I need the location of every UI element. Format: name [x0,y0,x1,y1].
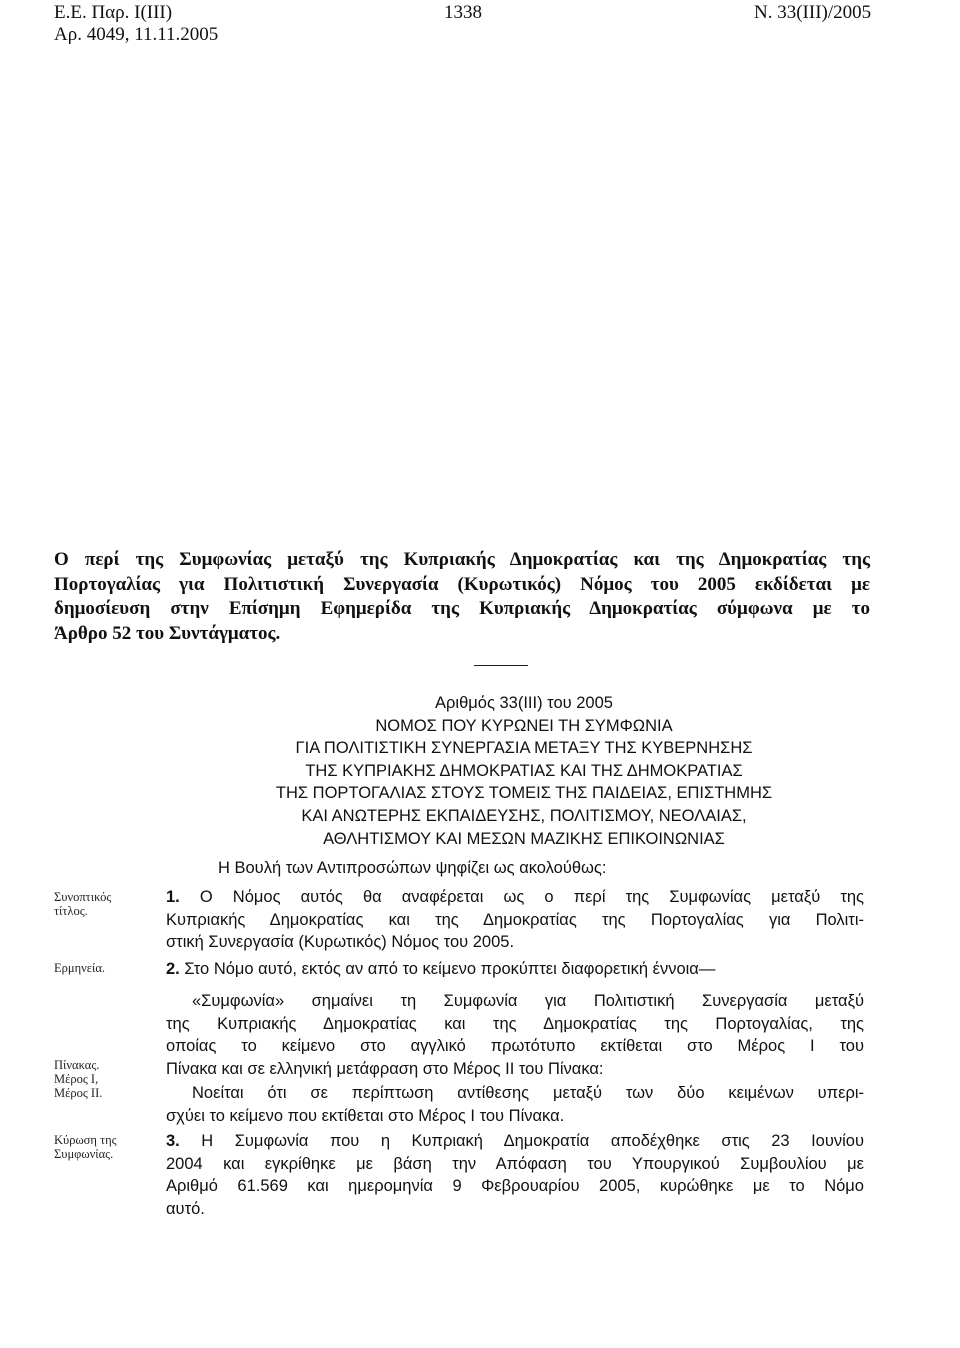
margin-note-ratification: Κύρωση της Συμφωνίας. [54,1133,117,1161]
gazette-number-date: Αρ. 4049, 11.11.2005 [54,24,219,45]
proviso: Νοείται ότι σε περίπτωση αντίθεσης μεταξύ των δύο κειμένων υπερι- σχύει το κείμενο που εκτίθεται στο Μέρος Ι του Πίνακα. [166,1084,864,1125]
law-title-line: ΑΘΛΗΤΙΣΜΟΥ ΚΑΙ ΜΕΣΩΝ ΜΑΖΙΚΗΣ ΕΠΙΚΟΙΝΩΝΙΑΣ [323,829,725,848]
gazette-issue: Ε.Ε. Παρ. Ι(ΙΙΙ) [54,2,173,23]
margin-note-short-title: Συνοπτικός τίτλος. [54,890,112,918]
law-title-line: ΚΑΙ ΑΝΩΤΕΡΗΣ ΕΚΠΑΙΔΕΥΣΗΣ, ΠΟΛΙΤΙΣΜΟΥ, ΝΕΟΛΑΙΑΣ, [301,806,747,825]
margin-note-table: Πίνακας. Μέρος Ι, Μέρος ΙΙ. [54,1058,103,1100]
law-title-line: ΤΗΣ ΚΥΠΡΙΑΚΗΣ ΔΗΜΟΚΡΑΤΙΑΣ ΚΑΙ ΤΗΣ ΔΗΜΟΚΡΑΤΙΑΣ [305,761,743,780]
law-title-line: ΤΗΣ ΠΟΡΤΟΓΑΛΙΑΣ ΣΤΟΥΣ ΤΟΜΕΙΣ ΤΗΣ ΠΑΙΔΕΙΑΣ, ΕΠΙΣΤΗΜΗΣ [275,784,773,803]
publication-notice-line: Άρθρο 52 του Συντάγματος. [54,622,281,644]
definition-agreement: «Συμφωνία» σημαίνει τη Συμφωνία για Πολιτιστική Συνεργασία μεταξύ της Κυπριακής Δημοκρατίας και της Δημοκρατίας της Πορτογαλίας, της οποίας το κείμενο στο αγγλικό πρωτότυπο εκτίθεται στο Μέρος Ι του Πίνακα και σε ελληνική μετάφραση στο Μέρος ΙΙ του Πίνακα: [166,992,864,1078]
publication-notice-line: Πορτογαλίας για Πολιτιστική Συνεργασία (Κυρωτικός) Νόμος του 2005 εκδίδεται με [54,573,870,595]
page-number: 1338 [444,2,482,23]
section-divider [474,665,528,666]
margin-note-interpretation: Ερμηνεία. [54,961,106,975]
law-title [218,692,830,850]
law-reference: Ν. 33(ΙΙΙ)/2005 [754,2,872,23]
section-3: 3. Η Συμφωνία που η Κυπριακή Δημοκρατία αποδέχθηκε στις 23 Ιουνίου 2004 και εγκρίθηκε με βάση την Απόφαση του Υπουργικού Συμβουλίου με Αριθμό 61.569 και ημερομηνία 9 Φεβρουαρίου 2005, κυρώθηκε με το Νόμο αυτό. [166,1132,864,1218]
section-2: 2. Στο Νόμο αυτό, εκτός αν από το κείμενο προκύπτει διαφορετική έννοια— [166,960,716,978]
publication-notice-line: Ο περί της Συμφωνίας μεταξύ της Κυπριακής Δημοκρατίας και της Δημοκρατίας της [54,549,870,570]
law-title-line: ΓΙΑ ΠΟΛΙΤΙΣΤΙΚΗ ΣΥΝΕΡΓΑΣΙΑ ΜΕΤΑΞΥ ΤΗΣ ΚΥΒΕΡΝΗΣΗΣ [295,739,753,758]
publication-notice [54,548,870,646]
section-number: 2. [166,960,180,978]
section-number: 1. [166,888,180,906]
law-title-line: ΝΟΜΟΣ ΠΟΥ ΚΥΡΩΝΕΙ ΤΗ ΣΥΜΦΩΝΙΑ [375,716,673,735]
law-number: Αριθμός 33(ΙΙΙ) του 2005 [435,694,613,712]
enacting-clause: Η Βουλή των Αντιπροσώπων ψηφίζει ως ακολούθως: [218,859,607,877]
publication-notice-line: δημοσίευση στην Επίσημη Εφημερίδα της Κυπριακής Δημοκρατίας σύμφωνα με το [54,598,870,619]
section-1: 1. Ο Νόμος αυτός θα αναφέρεται ως ο περί της Συμφωνίας μεταξύ της Κυπριακής Δημοκρατίας και της Δημοκρατίας της Πορτογαλίας για Πολιτι- στική Συνεργασία (Κυρωτικός) Νόμος του 2005. [166,888,864,951]
section-number: 3. [166,1132,180,1150]
